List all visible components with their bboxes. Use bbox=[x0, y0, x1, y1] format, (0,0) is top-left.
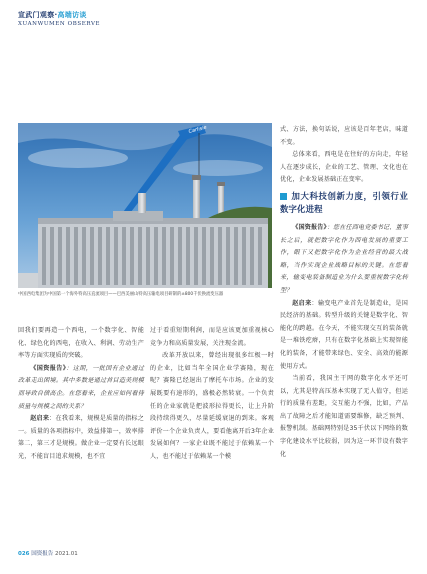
paragraph: 当前看，我国主干网的数字化水平还可以，尤其是特高压基本实现了无人值守，但运行的质量有差距，交互能力不强，比如，产品出了故障之后才能知道需要维修，缺乏预判、报警机制。基础网特别是35千伏以下网络的数字化建设水平比较弱，因为这一环节设有数字化 bbox=[280, 375, 408, 458]
column-name: 宣武门观察· bbox=[18, 11, 58, 19]
question-paragraph bbox=[18, 363, 144, 413]
column-english-title: XUANWUMEN OBSERVE bbox=[18, 21, 101, 27]
interviewer-label: 《国资报告》 bbox=[30, 364, 67, 372]
section-marker-icon bbox=[280, 193, 287, 200]
answer-text: ：输变电产业首先是制造业，是国民经济的基础。转型升级的关键是数字化、智能化的跨越。在今天，不能实现交互的装备就是一堆铁疙瘩，只有在数字化基础上实现智能化的装备，才能带来绿色、安全、高效的能源使用方式。 bbox=[280, 299, 409, 370]
answer-text: ：在我看来，规模是质量的指标之一。质量的各项指标中，效益排第一，效率排第二，第三才是规模。做企业一定要有长远眼光，不能盲目追求规模，也不宜 bbox=[18, 415, 144, 460]
page-footer bbox=[18, 549, 78, 557]
column-header bbox=[18, 10, 100, 27]
transformer-photo bbox=[18, 123, 272, 288]
text-column-left bbox=[18, 325, 144, 464]
page-number: 026 bbox=[18, 551, 30, 557]
answer-paragraph bbox=[280, 298, 408, 374]
issue-number: 2021.01 bbox=[55, 551, 78, 557]
paragraph: 过于看重短期利润，而是应该更加重视核心竞争力和高质量发展，关注现金流。 bbox=[150, 327, 274, 347]
paragraph: 式、方法，换句话说，应该是百年老店，味道不变。 bbox=[280, 126, 408, 146]
question-text: ：您在任西电党委书记、董事长之后，就把数字化作为西电发展的重要工作，眼下又把数字化作为企业经营的最大战略，当作实现企业战略目标的关键。在您看来，输变电装备制造业为什么要重视数字化转型？ bbox=[280, 223, 409, 294]
text-column-middle bbox=[150, 325, 274, 464]
column-title bbox=[18, 10, 100, 20]
magazine-name: 国资报告 bbox=[31, 551, 54, 557]
paragraph: 回我们要再造一个西电，一个数字化、智能化、绿色化的西电，在收入、利润、劳动生产率等方面实现质的突破。 bbox=[18, 327, 144, 360]
photo-caption: 中国西电集团为中国第一个海外特高压直流项目——巴西美丽山特高压输电项目研制的±800千伏换流变压器 bbox=[18, 292, 224, 297]
paragraph: 总体来看，西电是在往好的方向走，年轻人在逐步成长，企业的工艺、管理、文化也在优化，企业发展基础正在变牢。 bbox=[280, 151, 408, 184]
answer-paragraph bbox=[18, 413, 144, 463]
interviewee-label: 赵启来 bbox=[30, 415, 50, 423]
interviewee-label: 赵启来 bbox=[292, 299, 312, 307]
section-heading bbox=[280, 190, 408, 216]
question-text: ：这期，一批国有企业通过改革走出困境。其中多数是通过首目造美规模而导致自债高企。在您看来，企业应如何看待质量与规模之间的关系？ bbox=[18, 364, 144, 410]
paragraph: 改革开放以来，曾经出现很多红极一时的企业，比如当年全国企业学赛隆，现在呢？赛隆已经退出了摩托车市场。企业的发展既要有速形的，盛极必然转衰。一个负责任的企业家就是把波形拉得更长，让上升阶段持续得更久，尽量延缓衰退的到来。客观评价一个企业负责人，要看他离开后3年企业发展如何？一家企业既不能过于依赖某一个人，也不能过于依赖某一个模 bbox=[150, 352, 274, 460]
interviewer-label: 《国资报告》 bbox=[292, 223, 327, 231]
section-heading-text: 加大科技创新力度，引领行业数字化进程 bbox=[280, 190, 408, 214]
column-subname: 高端访谈 bbox=[57, 11, 87, 19]
question-paragraph bbox=[280, 222, 408, 298]
crane-sign-text: Carlisle bbox=[188, 124, 208, 135]
text-column-right bbox=[280, 124, 408, 461]
